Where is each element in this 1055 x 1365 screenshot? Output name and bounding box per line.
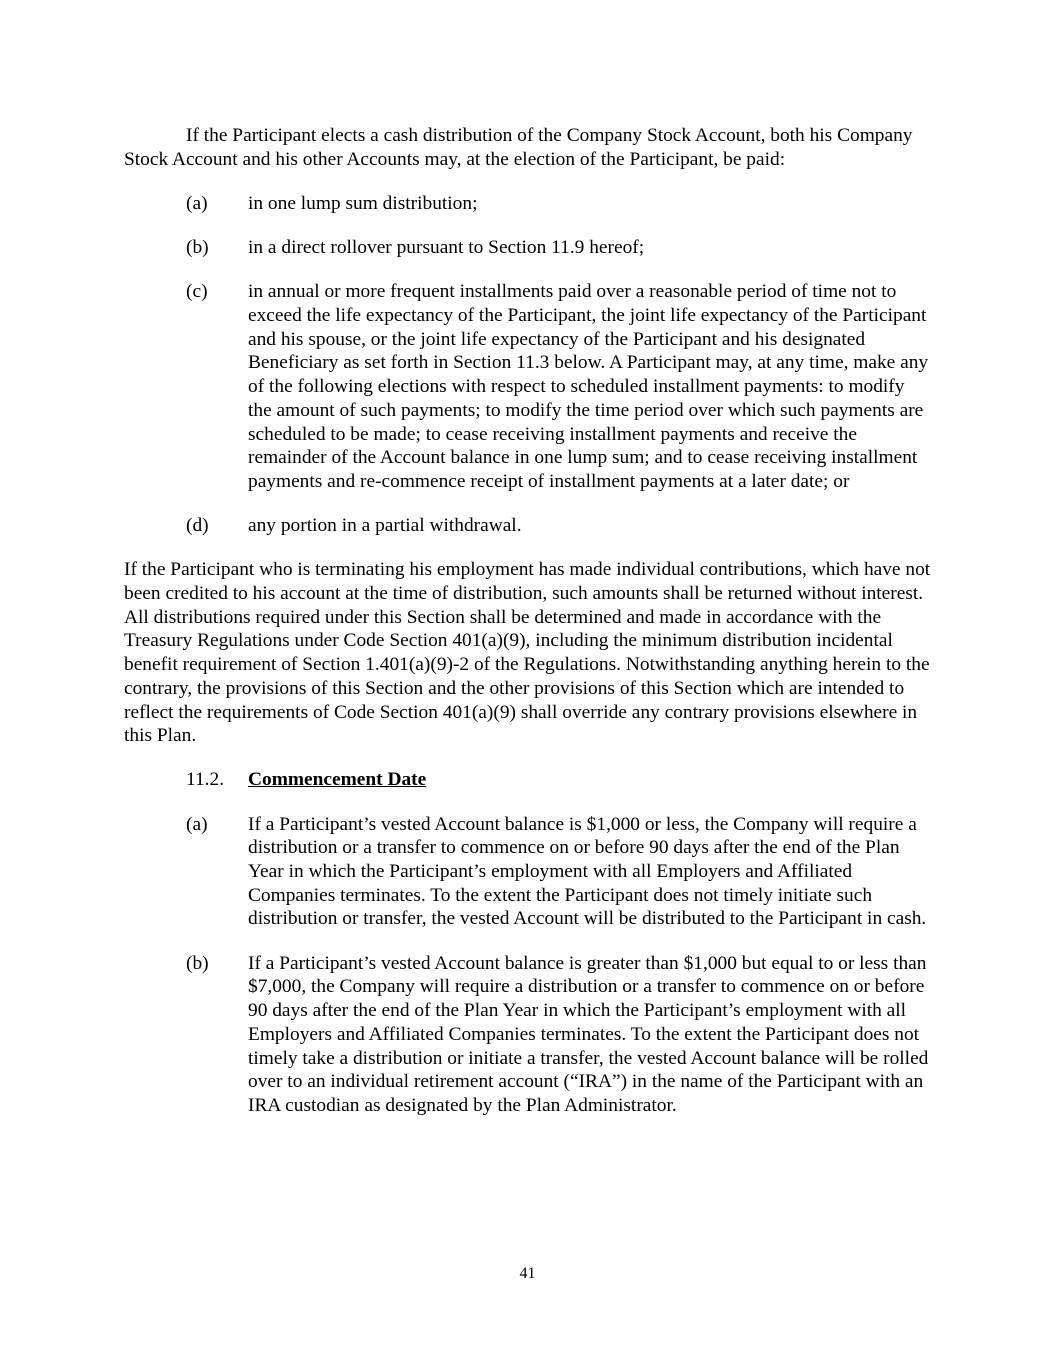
commencement-item-a: [124, 813, 931, 932]
contributions-paragraph: If the Participant who is terminating his employment has made individual contributions, which have not been credited to his account at the time of distribution, such amounts shall be returned without interest. All distributions required under this Section shall be determined and made in accordance with the Treasury Regulations under Code Section 401(a)(9), including the minimum distribution incidental benefit requirement of Section 1.401(a)(9)-2 of the Regulations. Notwithstanding anything herein to the contrary, the provisions of this Section and the other provisions of this Section which are intended to reflect the requirements of Code Section 401(a)(9) shall override any contrary provisions elsewhere in this Plan.: [124, 559, 931, 747]
section-number: 11.2.: [186, 769, 225, 791]
page-number: 41: [519, 1265, 536, 1282]
option-label: (d): [186, 515, 209, 537]
option-text: in one lump sum distribution;: [248, 192, 478, 214]
option-item-a: [124, 192, 931, 216]
option-label: (b): [186, 237, 209, 259]
commencement-label: (a): [186, 813, 208, 835]
option-text: any portion in a partial withdrawal.: [248, 515, 522, 537]
option-item-c: [124, 280, 931, 493]
section-heading: [124, 768, 931, 792]
option-text: in a direct rollover pursuant to Section 11.9 hereof;: [248, 237, 645, 259]
option-label: (a): [186, 192, 208, 214]
option-item-b: [124, 236, 931, 260]
commencement-item-b: [124, 952, 931, 1118]
option-label: (c): [186, 281, 208, 303]
commencement-text: If a Participant’s vested Account balance is $1,000 or less, the Company will require a distribution or a transfer to commence on or before 90 days after the end of the Plan Year in which the Participant’s employment with all Employers and Affiliated Companies terminates. To the extent the Participant does not timely initiate such distribution or transfer, the vested Account will be distributed to the Participant in cash.: [248, 813, 927, 930]
commencement-label: (b): [186, 952, 209, 974]
document-page: [124, 124, 931, 1118]
commencement-text: If a Participant’s vested Account balance is greater than $1,000 but equal to or less than $7,000, the Company will require a distribution or a transfer to commence on or before 90 days after the end of the Plan Year in which the Participant’s employment with all Employers and Affiliated Companies terminates. To the extent the Participant does not timely take a distribution or initiate a transfer, the vested Account balance will be rolled over to an individual retirement account (“IRA”) in the name of the Participant with an IRA custodian as designated by the Plan Administrator.: [248, 952, 929, 1116]
section-title: Commencement Date: [248, 769, 427, 791]
option-text: in annual or more frequent installments paid over a reasonable period of time not to exceed the life expectancy of the Participant, the joint life expectancy of the Participant and his spouse, or the joint life expectancy of the Participant and his designated Beneficiary as set forth in Section 11.3 below. A Participant may, at any time, make any of the following elections with respect to scheduled installment payments: to modify the amount of such payments; to modify the time period over which such payments are scheduled to be made; to cease receiving installment payments and receive the remainder of the Account balance in one lump sum; and to cease receiving installment payments and re-commence receipt of installment payments at a later date; or: [248, 281, 929, 492]
option-item-d: [124, 514, 931, 538]
intro-paragraph: If the Participant elects a cash distribution of the Company Stock Account, both his Company Stock Account and his other Accounts may, at the election of the Participant, be paid:: [124, 125, 913, 170]
